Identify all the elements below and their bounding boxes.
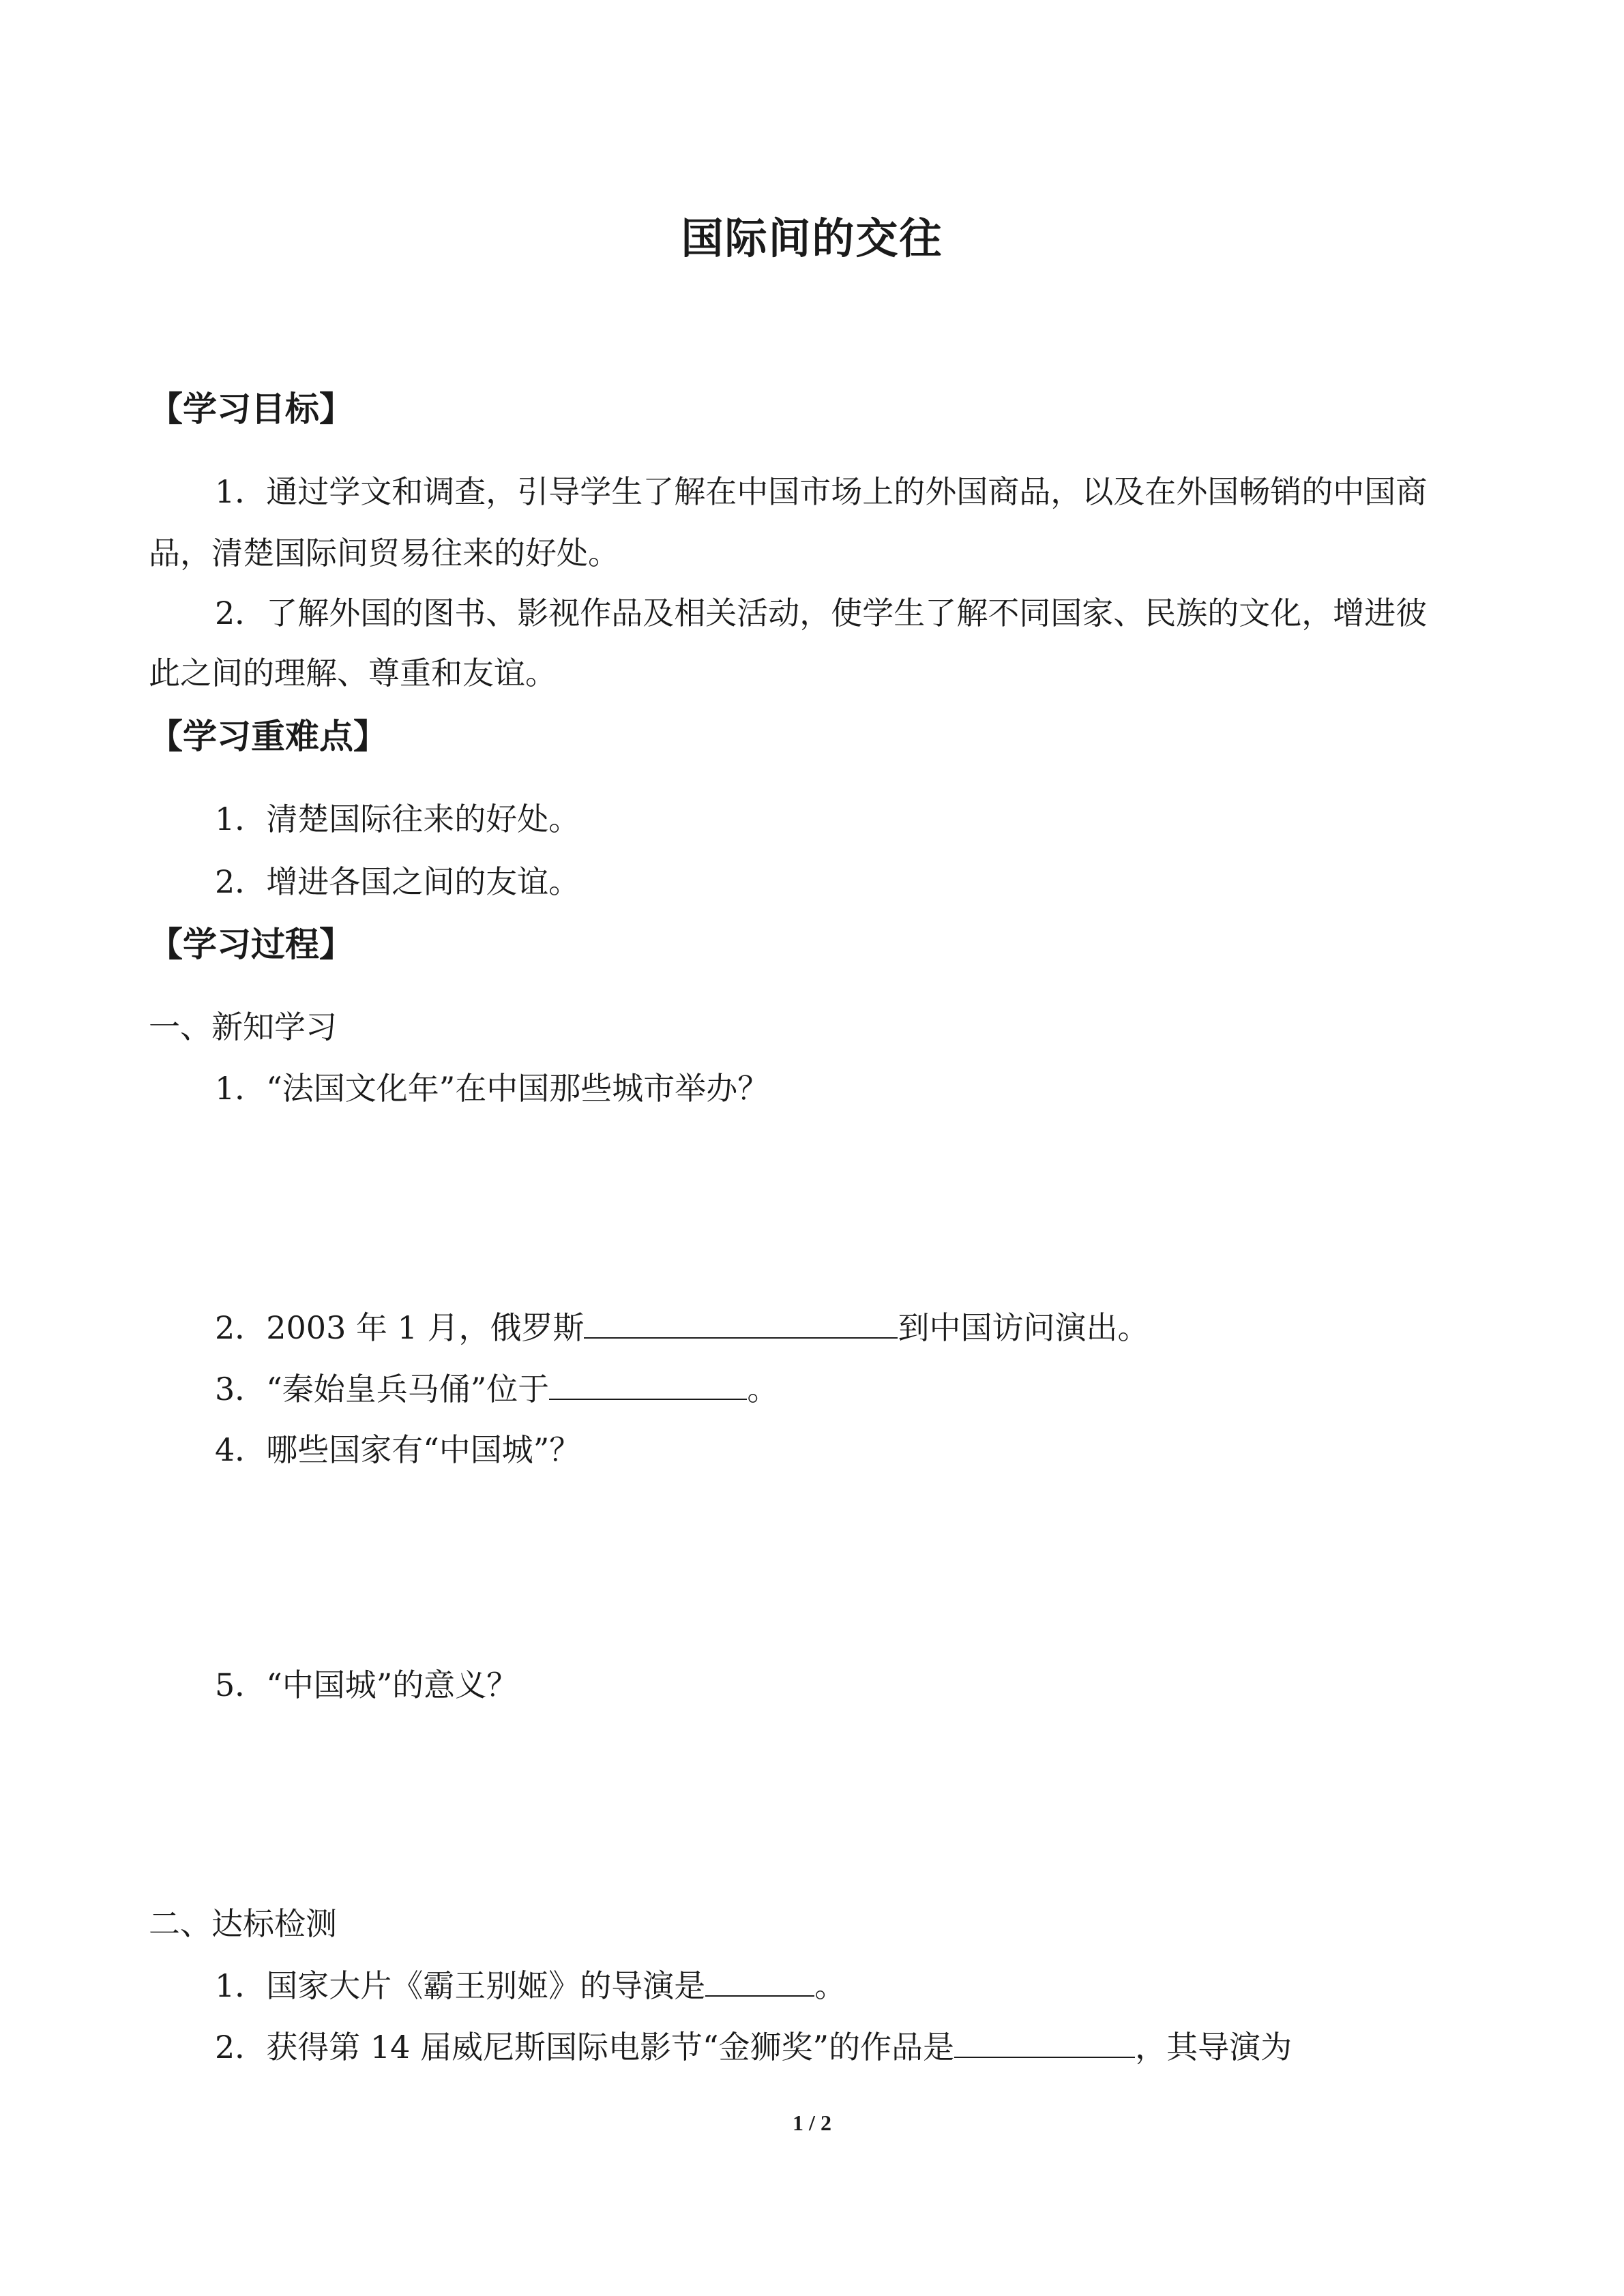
objective-2-line-2: 此之间的理解、尊重和友谊。: [149, 655, 557, 691]
test-2-blank[interactable]: [954, 2025, 1135, 2058]
objective-1-line-2: 品，清楚国际间贸易往来的好处。: [149, 535, 619, 571]
question-5: 5．“中国城”的意义？: [215, 1667, 518, 1703]
test-2-text-after: ，其导演为: [1135, 2029, 1293, 2066]
question-2-text-after: 到中国访问演出。: [898, 1309, 1149, 1346]
question-3-text-before: 3．“秦始皇兵马俑”位于: [215, 1371, 550, 1407]
question-2-blank[interactable]: [584, 1306, 898, 1339]
test-1-text-after: 。: [814, 1967, 846, 2004]
page-title: 国际间的交往: [681, 213, 943, 263]
test-2-text-before: 2．获得第 14 届威尼斯国际电影节“金狮奖”的作品是: [215, 2029, 955, 2066]
test-2: [215, 2025, 1292, 2068]
objectives-heading: 【学习目标】: [149, 389, 353, 429]
objective-2-line-1: 2．了解外国的图书、影视作品及相关活动，使学生了解不同国家、民族的文化，增进彼: [215, 595, 1428, 631]
page-number: 1 / 2: [793, 2111, 831, 2135]
test-1-text-before: 1．国家大片《霸王别姬》的导演是: [215, 1967, 706, 2004]
objective-1-line-1: 1．通过学文和调查，引导学生了解在中国市场上的外国商品，以及在外国畅销的中国商: [215, 473, 1428, 510]
question-4: 4．哪些国家有“中国城”？: [215, 1431, 581, 1468]
question-2: [215, 1306, 1149, 1349]
keypoint-1: 1．清楚国际往来的好处。: [215, 801, 580, 837]
keypoints-heading: 【学习重难点】: [149, 716, 387, 756]
test-1-blank[interactable]: [705, 1964, 814, 1997]
section-new-knowledge: 一、新知学习: [149, 1009, 337, 1045]
process-heading: 【学习过程】: [149, 924, 353, 964]
question-3: [215, 1367, 778, 1410]
question-3-text-after: 。: [747, 1371, 779, 1407]
section-assessment: 二、达标检测: [149, 1905, 337, 1942]
question-2-text-before: 2．2003 年 1 月，俄罗斯: [215, 1309, 585, 1346]
question-1: 1．“法国文化年”在中国那些城市举办？: [215, 1070, 769, 1107]
keypoint-2: 2．增进各国之间的友谊。: [215, 863, 580, 900]
test-1: [215, 1964, 846, 2007]
question-3-blank[interactable]: [549, 1367, 747, 1400]
